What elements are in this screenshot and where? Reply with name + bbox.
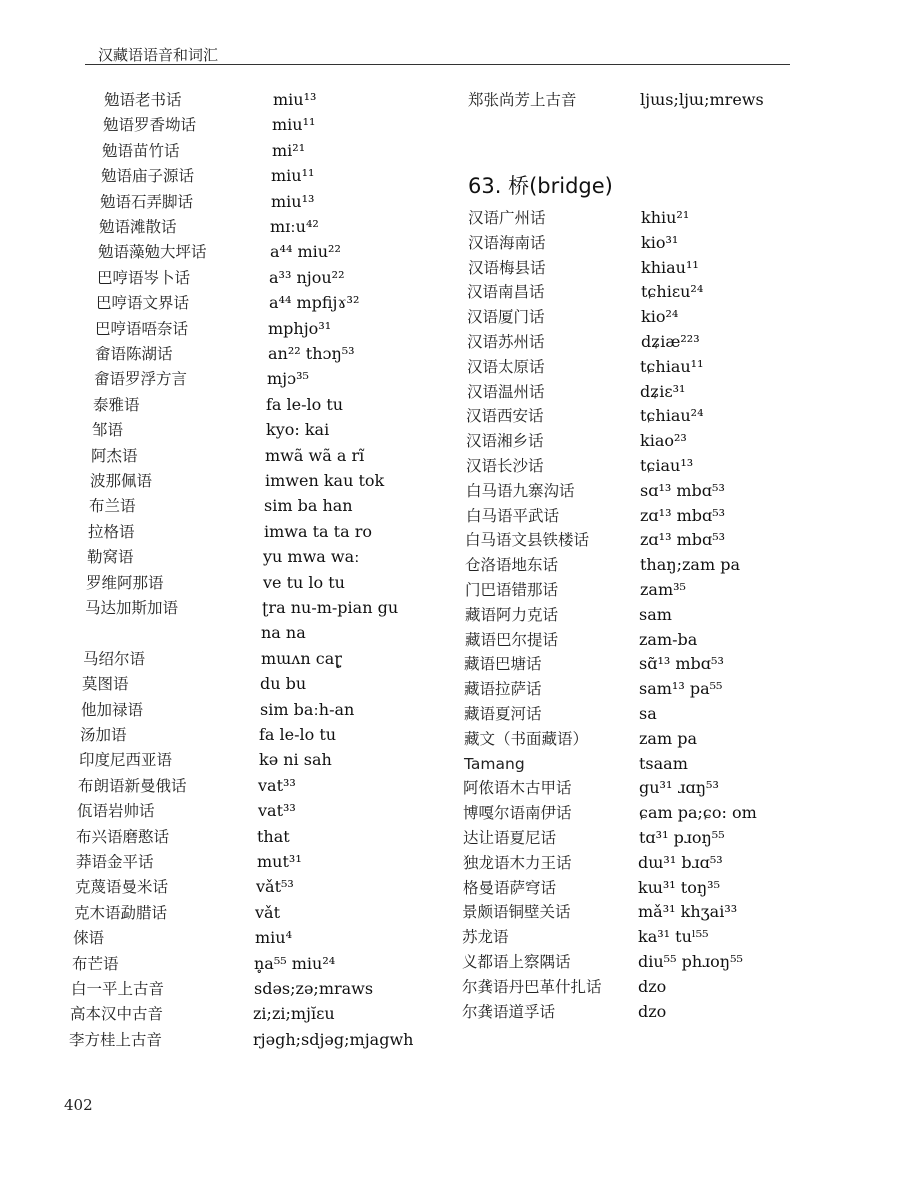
language-name: 门巴语错那话: [465, 581, 559, 599]
section-heading: 63. 桥(bridge): [468, 174, 613, 198]
word-form: ɕam pa;ɕo: om: [639, 803, 757, 823]
running-header: 汉藏语语音和词汇: [98, 46, 219, 64]
language-name: 勒窝语: [87, 548, 134, 567]
language-name: 藏语拉萨话: [464, 680, 542, 699]
word-form: yu mwa waː: [263, 547, 360, 567]
word-form: sɑ¹³ mbɑ⁵³: [640, 480, 725, 500]
word-form: imwa ta ta ro: [264, 521, 372, 541]
word-form: zi;zi;mjĭɛu: [253, 1004, 335, 1024]
word-form: tɕiau¹³: [640, 456, 694, 475]
word-form: tɑ³¹ pɹoŋ⁵⁵: [639, 828, 725, 847]
word-form: thaŋ;zam pa: [640, 555, 740, 575]
language-name: 布芒语: [72, 954, 119, 973]
language-name: 白一平上古音: [71, 980, 165, 998]
word-form: vat³³: [258, 775, 296, 795]
language-name: 高本汉中古音: [70, 1005, 164, 1024]
word-form: n̥a⁵⁵ miu²⁴: [254, 953, 336, 973]
word-form: mɯʌn caɽ̥: [261, 648, 342, 668]
word-form: tɕhiɛu²⁴: [641, 282, 704, 302]
language-name: 格曼语萨穹话: [463, 878, 557, 897]
word-form: ʈra nu-m-pian gu: [262, 598, 399, 617]
language-name: 郑张尚芳上古音: [468, 91, 577, 109]
word-form: khiu²¹: [641, 208, 690, 227]
language-name: 汤加语: [80, 726, 127, 744]
word-form: vǎt⁵³: [256, 877, 294, 897]
word-form: miu¹³: [273, 90, 317, 109]
word-form: ve tu lo tu: [263, 572, 345, 592]
language-name: 李方桂上古音: [69, 1030, 163, 1049]
word-form: dɯ³¹ bɹɑ⁵³: [638, 852, 723, 872]
language-name: 汉语广州话: [468, 209, 546, 227]
language-name: 印度尼西亚语: [79, 751, 173, 770]
language-name: 克木语勐腊话: [74, 903, 168, 922]
language-name: 布朗语新曼俄话: [78, 776, 187, 795]
word-form: miu¹¹: [271, 166, 315, 186]
language-name: 汉语厦门话: [467, 308, 545, 327]
language-name: 邹语: [92, 421, 124, 440]
word-form: kɯ³¹ toŋ³⁵: [638, 877, 720, 897]
word-form: khiau¹¹: [641, 257, 699, 277]
language-name: 拉格语: [88, 522, 135, 541]
word-form: sim ba han: [264, 496, 353, 516]
word-form: miu¹³: [271, 191, 315, 211]
word-form: imwen kau tok: [265, 471, 385, 490]
word-form: gu³¹ ɹɑŋ⁵³: [639, 778, 719, 798]
word-form: na na: [261, 623, 306, 643]
language-name: 勉语苗竹话: [102, 141, 180, 160]
language-name: 巴哼语文界话: [96, 294, 190, 313]
language-name: 藏语夏河话: [464, 705, 542, 723]
word-form: tɕhiau¹¹: [640, 356, 704, 376]
word-form: ka³¹ tuˡ⁵⁵: [638, 927, 709, 947]
word-form: zɑ¹³ mbɑ⁵³: [640, 530, 726, 550]
word-form: ljɯs;ljɯ;mrews: [640, 90, 764, 109]
language-name: 莽语金平话: [76, 853, 154, 871]
word-form: a³³ njou²²: [269, 267, 345, 287]
language-name: 勉语石弄脚话: [100, 192, 194, 211]
word-form: an²² thɔŋ⁵³: [268, 344, 355, 363]
word-form: that: [257, 826, 290, 846]
word-form: diu⁵⁵ phɹoŋ⁵⁵: [638, 952, 743, 971]
language-name: 藏语巴塘话: [464, 655, 542, 674]
language-name: 苏龙语: [462, 928, 509, 947]
word-form: kio³¹: [641, 232, 679, 252]
word-form: zam-ba: [639, 629, 698, 649]
language-name: 勉语庙子源话: [101, 167, 195, 186]
word-form: zam pa: [639, 728, 698, 748]
language-name: 他加禄语: [81, 700, 144, 719]
language-name: 巴哼语唔奈话: [95, 319, 189, 338]
language-name: 藏语阿力克话: [465, 605, 559, 624]
word-form: kiao²³: [640, 431, 687, 451]
page-number: 402: [64, 1096, 93, 1114]
word-form: kə ni sah: [259, 750, 332, 770]
language-name: 倈语: [73, 929, 105, 948]
word-form: dzo: [638, 976, 667, 996]
word-form: kyo: kai: [266, 420, 330, 440]
language-name: 泰雅语: [93, 395, 140, 414]
language-name: 汉语南昌话: [467, 283, 545, 302]
language-name: 藏文（书面藏语）: [464, 729, 589, 748]
word-form: sam: [639, 604, 672, 624]
word-form: mphjo³¹: [268, 318, 332, 338]
language-name: 勉语滩散话: [99, 218, 177, 236]
word-form: a⁴⁴ mpfijɤ³²: [269, 293, 360, 313]
language-name: 畲语罗浮方言: [94, 370, 188, 389]
language-name: 白马语平武话: [466, 506, 560, 525]
word-form: fa le-lo tu: [259, 725, 337, 744]
language-name: 莫图语: [82, 675, 129, 694]
language-name: 波那佩语: [90, 472, 153, 490]
language-name: 尔龚语丹巴革什扎话: [462, 977, 602, 996]
word-form: sam¹³ pa⁵⁵: [639, 679, 723, 699]
language-name: 布兰语: [89, 497, 136, 516]
word-form: dzo: [638, 1001, 667, 1021]
word-form: rjəgh;sdjəg;mjagwh: [253, 1029, 414, 1049]
language-name: 景颇语铜壁关话: [462, 903, 571, 922]
word-form: sa: [639, 704, 657, 723]
language-name: 汉语长沙话: [466, 457, 544, 475]
word-form: mjɔ³⁵: [267, 369, 309, 389]
word-form: mɪːu⁴²: [270, 217, 319, 236]
word-form: vǎt: [255, 902, 281, 922]
language-name: 克蔑语曼米话: [75, 878, 169, 897]
language-name: 仓洛语地东话: [465, 556, 559, 575]
language-name: 勉语藻勉大坪话: [98, 243, 207, 262]
word-form: vat³³: [258, 801, 296, 821]
language-name: 勉语老书话: [104, 91, 182, 109]
word-form: kio²⁴: [641, 307, 679, 327]
language-name: 汉语西安话: [466, 407, 544, 426]
language-name: 汉语苏州话: [467, 333, 545, 351]
word-form: zam³⁵: [640, 580, 686, 599]
language-name: 义都语上察隅话: [462, 953, 571, 971]
word-form: mi²¹: [272, 140, 306, 160]
word-form: sim baːh-an: [260, 699, 355, 719]
word-form: sɑ̃¹³ mbɑ⁵³: [639, 654, 724, 674]
language-name: 勉语罗香坳话: [103, 116, 197, 135]
language-name: 白马语文县铁楼话: [465, 531, 590, 550]
language-name: 汉语太原话: [467, 357, 545, 376]
word-form: dʑiɛ³¹: [640, 381, 686, 401]
language-name: 阿杰语: [91, 446, 138, 465]
word-form: du bu: [260, 674, 307, 694]
language-name: Tamang: [464, 754, 525, 773]
word-form: mwã wã a rĩ: [265, 445, 365, 465]
language-name: 马达加斯加语: [85, 599, 179, 617]
word-form: zɑ¹³ mbɑ⁵³: [640, 505, 726, 525]
language-name: 汉语海南话: [468, 233, 546, 252]
word-form: mut³¹: [257, 852, 302, 871]
word-form: a⁴⁴ miu²²: [270, 242, 341, 262]
language-name: 汉语湘乡话: [466, 432, 544, 451]
language-name: 阿侬语木古甲话: [463, 779, 572, 798]
language-name: 独龙语木力王话: [463, 853, 572, 872]
language-name: 巴哼语岑卜话: [97, 268, 191, 287]
language-name: 博嘎尔语南伊话: [463, 804, 572, 823]
language-name: 藏语巴尔提话: [465, 630, 559, 649]
language-name: 汉语梅县话: [468, 258, 546, 277]
word-form: mǎ³¹ khʒai³³: [638, 902, 738, 922]
word-form: miu¹¹: [272, 115, 316, 135]
language-name: 佤语岩帅话: [77, 802, 155, 821]
word-form: dʑiæ²²³: [641, 332, 700, 351]
language-name: 白马语九寨沟话: [466, 481, 575, 500]
language-name: 马绍尔语: [83, 649, 146, 668]
language-name: 畲语陈湖话: [95, 345, 173, 363]
language-name: 汉语温州话: [467, 382, 545, 401]
language-name: 罗维阿那语: [86, 573, 164, 592]
word-form: sdəs;zə;mraws: [254, 979, 374, 998]
header-rule: [85, 64, 790, 65]
language-name: 布兴语磨憨话: [76, 827, 170, 846]
word-form: tɕhiau²⁴: [640, 406, 704, 426]
language-name: 尔龚语道孚话: [462, 1002, 556, 1021]
word-form: tsaam: [639, 753, 688, 773]
word-form: miu⁴: [255, 928, 293, 948]
language-name: 达让语夏尼话: [463, 829, 557, 847]
word-form: fa le-lo tu: [266, 394, 344, 414]
